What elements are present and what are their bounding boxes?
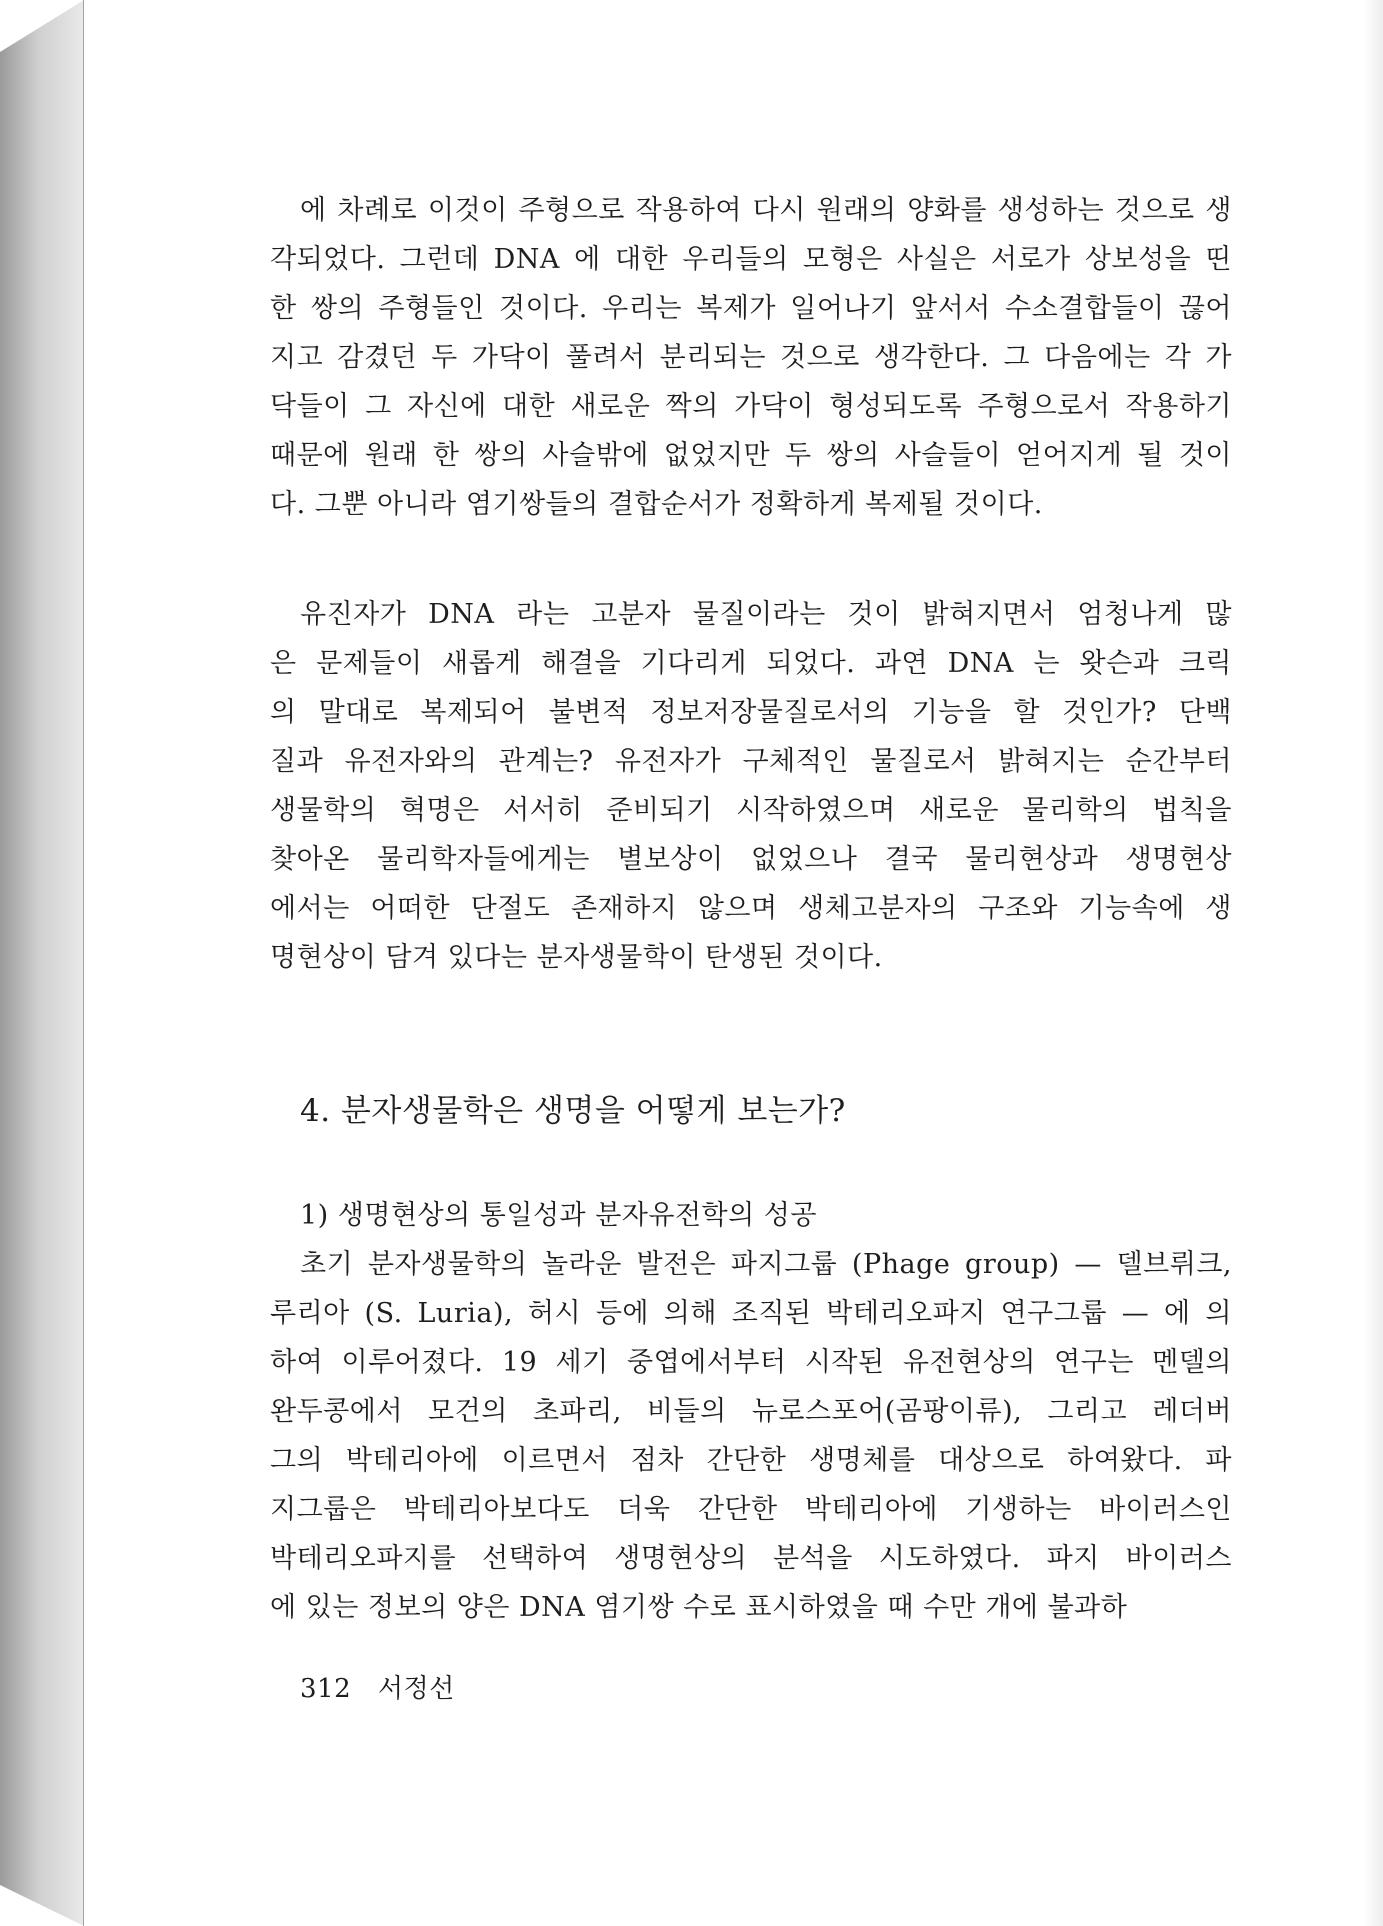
text-line: 명현상이 담겨 있다는 분자생물학이 탄생된 것이다. — [270, 942, 883, 973]
text-line: 의 말대로 복제되어 불변적 정보저장물질로서의 기능을 할 것인가? 단백 — [270, 697, 1232, 728]
author-name: 서정선 — [377, 1674, 455, 1704]
text-line: 그의 박테리아에 이르면서 점차 간단한 생명체를 대상으로 하여왔다. 파 — [270, 1445, 1232, 1476]
text-line: 에 차례로 이것이 주형으로 작용하여 다시 원래의 양화를 생성하는 것으로 생 — [300, 195, 1232, 226]
text-line: 완두콩에서 모건의 초파리, 비들의 뉴로스포어(곰팡이류), 그리고 레더버 — [270, 1396, 1232, 1427]
text-line: 다. 그뿐 아니라 염기쌍들의 결합순서가 정확하게 복제될 것이다. — [270, 489, 1043, 520]
paragraph-1 — [270, 186, 1232, 529]
page-edge-shadow — [1363, 0, 1383, 1926]
text-line: 한 쌍의 주형들인 것이다. 우리는 복제가 일어나기 앞서서 수소결합들이 끊어 — [270, 293, 1232, 324]
text-line: 각되었다. 그런데 DNA 에 대한 우리들의 모형은 사실은 서로가 상보성을 띤 — [270, 244, 1232, 275]
text-line: 질과 유전자와의 관계는? 유전자가 구체적인 물질로서 밝혀지는 순간부터 — [270, 746, 1232, 777]
text-line: 지고 감겼던 두 가닥이 풀려서 분리되는 것으로 생각한다. 그 다음에는 각 가 — [270, 342, 1232, 373]
text-line: 은 문제들이 새롭게 해결을 기다리게 되었다. 과연 DNA 는 왓슨과 크릭 — [270, 648, 1232, 679]
text-line: 에 있는 정보의 양은 DNA 염기쌍 수로 표시하였을 때 수만 개에 불과하 — [270, 1592, 1128, 1623]
text-line: 초기 분자생물학의 놀라운 발전은 파지그룹 (Phage group) — 델브뤼크, — [300, 1249, 1232, 1280]
text-line: 닥들이 그 자신에 대한 새로운 짝의 가닥이 형성되도록 주형으로서 작용하기 — [270, 391, 1232, 422]
subsection-heading: 1) 생명현상의 통일성과 분자유전학의 성공 — [300, 1200, 817, 1231]
text-line: 지그룹은 박테리아보다도 더욱 간단한 박테리아에 기생하는 바이러스인 — [270, 1494, 1232, 1525]
book-spine — [0, 0, 84, 1926]
text-line: 에서는 어떠한 단절도 존재하지 않으며 생체고분자의 구조와 기능속에 생 — [270, 893, 1232, 924]
text-line: 유진자가 DNA 라는 고분자 물질이라는 것이 밝혀지면서 엄청나게 많 — [300, 599, 1232, 630]
text-line: 찾아온 물리학자들에게는 별보상이 없었으나 결국 물리현상과 생명현상 — [270, 844, 1232, 875]
text-line: 생물학의 혁명은 서서히 준비되기 시작하였으며 새로운 물리학의 법칙을 — [270, 795, 1232, 826]
text-line: 박테리오파지를 선택하여 생명현상의 분석을 시도하였다. 파지 바이러스 — [270, 1543, 1232, 1574]
paragraph-2 — [270, 590, 1232, 982]
page-footer — [300, 1668, 455, 1705]
page-number: 312 — [300, 1674, 352, 1704]
paragraph-3 — [270, 1240, 1232, 1632]
text-line: 때문에 원래 한 쌍의 사슬밖에 없었지만 두 쌍의 사슬들이 얻어지게 될 것이 — [270, 440, 1232, 471]
text-line: 루리아 (S. Luria), 허시 등에 의해 조직된 박테리오파지 연구그룹 — 에 의 — [270, 1298, 1232, 1329]
text-line: 하여 이루어졌다. 19 세기 중엽에서부터 시작된 유전현상의 연구는 멘델의 — [270, 1347, 1232, 1378]
section-heading: 4. 분자생물학은 생명을 어떻게 보는가? — [300, 1093, 846, 1129]
